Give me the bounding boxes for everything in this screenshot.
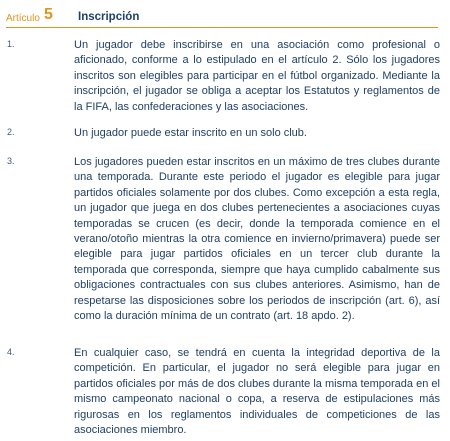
item-number: 4. [7,347,15,357]
item-number: 3. [7,156,15,166]
article-label: Artículo [6,13,40,24]
item-text: Un jugador debe inscribirse en una asociación como profesional o aficionado, conforme a lo estipulado en el artículo 2. Sólo los jugadores inscritos son elegibles para participar en el fútbol organizado. Mediante la inscripción, el jugador se obliga a aceptar los Estatutos y reglamentos de la FIFA, las confederaciones y las asociaciones. [74,39,440,113]
item-number: 1. [7,39,15,49]
item-text: Los jugadores pueden estar inscritos en un máximo de tres clubes durante una temporada. Durante este periodo el jugador es elegible para jugar partidos oficiales solamente por dos clubes. Como excepción a esta regla, un jugador que juega en dos clubes pertenecientes a asociaciones cuyas temporadas se crucen (es decir, donde la temporada comience en el verano/otoño mientras la otra comience en invierno/primavera) puede ser elegible para jugar partidos oficiales en un tercer club durante la temporada que corresponda, siempre que haya cumplido cabalmente sus obligaciones contractuales con sus clubes anteriores. Asimismo, han de respetarse las disposiciones sobre los periodos de inscripción (art. 6), así como la duración mínima de un contrato (art. 18 apdo. 2). [74,156,440,323]
article-number: 5 [44,6,53,23]
item-text: En cualquier caso, se tendrá en cuenta la integridad deportiva de la competición. En particular, el jugador no será elegible para jugar en partidos oficiales por más de dos clubes durante la misma temporada en el mismo campeonato nacional o copa, a reserva de estipulaciones más rigurosas en los reglamentos individuales de competiciones de las asociaciones miembro. [74,347,440,437]
article-title: Inscripción [78,11,140,23]
item-number: 2. [7,127,15,137]
article-header [6,7,438,28]
item-text: Un jugador puede estar inscrito en un solo club. [74,127,307,139]
